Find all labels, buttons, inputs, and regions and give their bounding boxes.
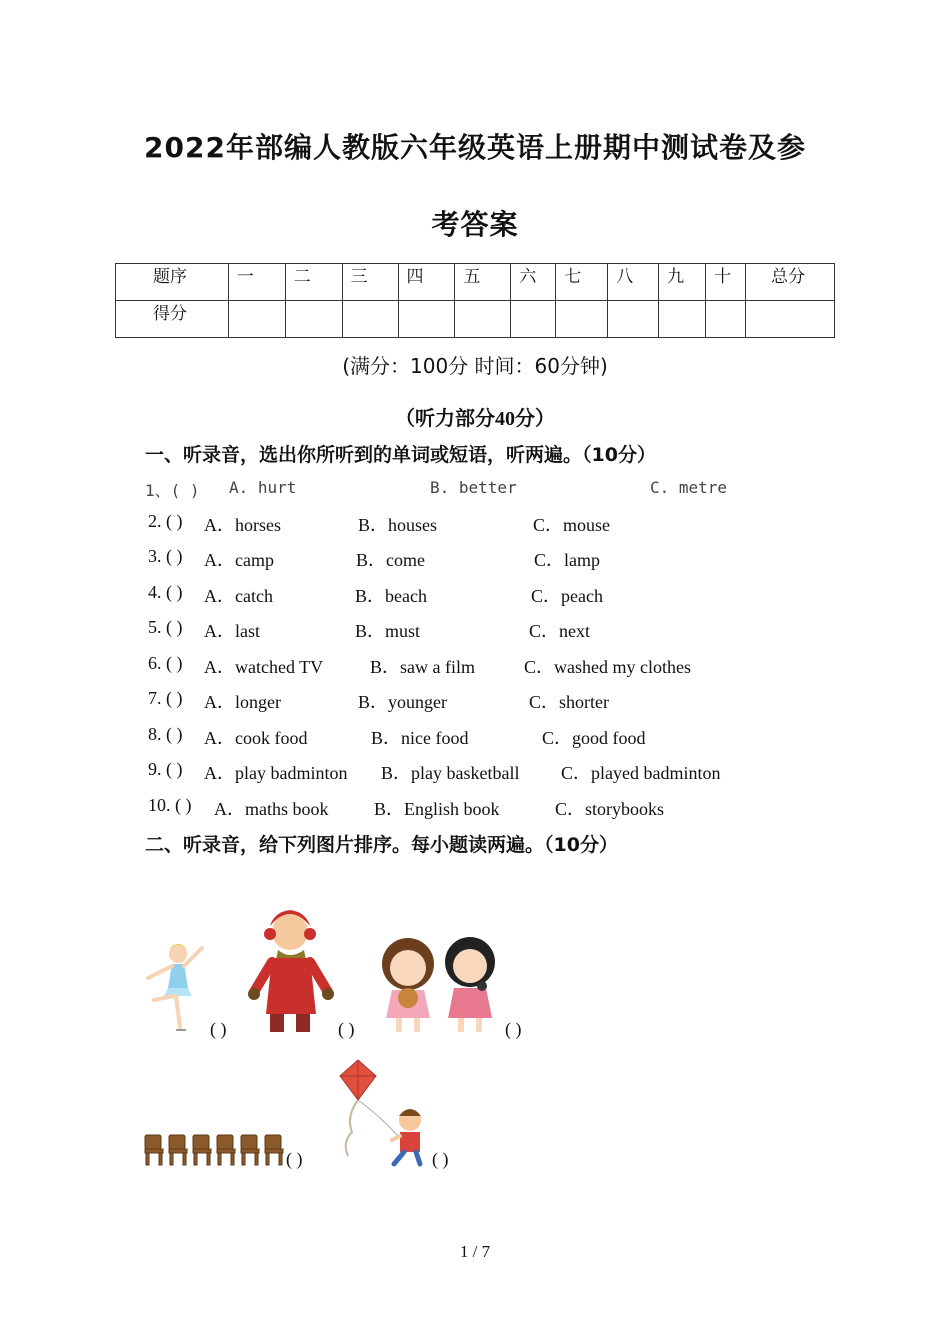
answer-paren[interactable]: ( ) <box>166 582 183 602</box>
question-number: 6. <box>148 653 162 673</box>
score-cell[interactable] <box>398 301 455 338</box>
page-title-line2: 考答案 <box>431 208 519 241</box>
question-number: 7. <box>148 688 162 708</box>
option-b[interactable]: B．nice food <box>371 728 469 748</box>
question-row <box>148 617 183 638</box>
score-cell[interactable] <box>556 301 608 338</box>
score-header-cell: 六 <box>511 264 556 301</box>
option-a[interactable]: A．last <box>204 621 260 641</box>
score-header-cell: 总分 <box>746 264 835 301</box>
score-cell[interactable] <box>455 301 511 338</box>
answer-paren[interactable]: ( ) <box>166 546 183 566</box>
score-header-cell: 五 <box>455 264 511 301</box>
listening-part-label: （听力部分40分） <box>395 408 555 430</box>
score-cell[interactable] <box>706 301 746 338</box>
question-number: 3. <box>148 546 162 566</box>
page-title-line1: 2022年部编人教版六年级英语上册期中测试卷及参 <box>144 131 806 164</box>
option-b[interactable]: B．play basketball <box>381 763 520 783</box>
option-b[interactable]: B．houses <box>358 515 438 535</box>
question-number: 9. <box>148 759 162 779</box>
question-number: 10. <box>148 795 171 815</box>
section1-title: 一、听录音，选出你所听到的单词或短语，听两遍。（10分） <box>145 444 656 466</box>
score-header-cell: 七 <box>556 264 608 301</box>
option-a[interactable]: A．cook food <box>204 728 308 748</box>
option-b[interactable]: B．beach <box>355 586 427 606</box>
question-number: 2. <box>148 511 162 531</box>
option-b[interactable]: B．English book <box>374 799 500 819</box>
question-row <box>148 653 183 674</box>
option-c[interactable]: C．lamp <box>534 550 600 570</box>
question-1-option-c[interactable]: C. metre <box>650 478 728 497</box>
score-cell[interactable] <box>608 301 659 338</box>
score-header-cell: 九 <box>659 264 706 301</box>
score-cell[interactable] <box>228 301 285 338</box>
chairs-picture <box>143 1133 285 1167</box>
score-table-header-row <box>116 264 835 301</box>
page-number: 1 / 7 <box>459 1242 491 1261</box>
kite-boy-picture <box>322 1056 432 1168</box>
option-a[interactable]: A．watched TV <box>204 657 324 677</box>
two-girls-picture <box>374 934 504 1036</box>
full-marks-line: (满分：100分 时间：60分钟) <box>342 354 608 378</box>
option-c[interactable]: C．next <box>529 621 590 641</box>
option-c[interactable]: C．washed my clothes <box>524 657 691 677</box>
answer-paren[interactable]: ( ) <box>166 688 183 708</box>
skater-girl-picture <box>142 938 208 1036</box>
question-number: 4. <box>148 582 162 602</box>
question-1-option-a[interactable]: A. hurt <box>229 478 297 497</box>
score-table <box>115 263 835 338</box>
score-cell[interactable] <box>285 301 342 338</box>
picture-answer-paren-1[interactable]: ( ) <box>210 1019 227 1039</box>
score-header-cell: 八 <box>608 264 659 301</box>
score-header-cell: 二 <box>285 264 342 301</box>
picture-answer-paren-4[interactable]: ( ) <box>286 1149 303 1169</box>
question-row <box>148 546 183 567</box>
question-row <box>148 688 183 709</box>
score-header-cell: 三 <box>342 264 398 301</box>
score-cell[interactable] <box>746 301 835 338</box>
picture-answer-paren-3[interactable]: ( ) <box>505 1019 522 1039</box>
section2-title: 二、听录音，给下列图片排序。每小题读两遍。（10分） <box>145 834 618 856</box>
option-c[interactable]: C．good food <box>542 728 646 748</box>
question-row <box>148 724 183 745</box>
picture-answer-paren-5[interactable]: ( ) <box>432 1149 449 1169</box>
question-number: 5. <box>148 617 162 637</box>
question-row <box>148 511 183 532</box>
answer-paren[interactable]: ( ) <box>175 795 192 815</box>
option-c[interactable]: C．played badminton <box>561 763 721 783</box>
answer-paren[interactable]: ( ) <box>166 653 183 673</box>
option-c[interactable]: C．shorter <box>529 692 609 712</box>
option-b[interactable]: B．come <box>356 550 425 570</box>
option-b[interactable]: B．saw a film <box>370 657 475 677</box>
option-c[interactable]: C．mouse <box>533 515 611 535</box>
option-a[interactable]: A．longer <box>204 692 281 712</box>
answer-paren[interactable]: ( ) <box>166 511 183 531</box>
option-a[interactable]: A．horses <box>204 515 281 535</box>
question-1-option-b[interactable]: B. better <box>430 478 517 497</box>
option-b[interactable]: B．must <box>355 621 421 641</box>
question-row <box>148 795 192 816</box>
option-a[interactable]: A．catch <box>204 586 273 606</box>
score-header-cell: 题序 <box>116 264 229 301</box>
picture-answer-paren-2[interactable]: ( ) <box>338 1019 355 1039</box>
question-1-number: 1、( ) <box>145 481 200 500</box>
score-cell[interactable] <box>342 301 398 338</box>
option-a[interactable]: A．play badminton <box>204 763 348 783</box>
question-row <box>148 759 183 780</box>
answer-paren[interactable]: ( ) <box>166 759 183 779</box>
score-header-cell: 一 <box>228 264 285 301</box>
option-a[interactable]: A．maths book <box>214 799 329 819</box>
score-cell[interactable] <box>659 301 706 338</box>
score-table-score-row <box>116 301 835 338</box>
option-a[interactable]: A．camp <box>204 550 274 570</box>
score-row-label: 得分 <box>116 301 229 338</box>
question-number: 8. <box>148 724 162 744</box>
option-c[interactable]: C．peach <box>531 586 603 606</box>
option-c[interactable]: C．storybooks <box>555 799 665 819</box>
answer-paren[interactable]: ( ) <box>166 724 183 744</box>
score-header-cell: 四 <box>398 264 455 301</box>
question-row <box>148 582 183 603</box>
option-b[interactable]: B．younger <box>358 692 447 712</box>
score-cell[interactable] <box>511 301 556 338</box>
winter-boy-picture <box>246 898 336 1036</box>
score-header-cell: 十 <box>706 264 746 301</box>
answer-paren[interactable]: ( ) <box>166 617 183 637</box>
